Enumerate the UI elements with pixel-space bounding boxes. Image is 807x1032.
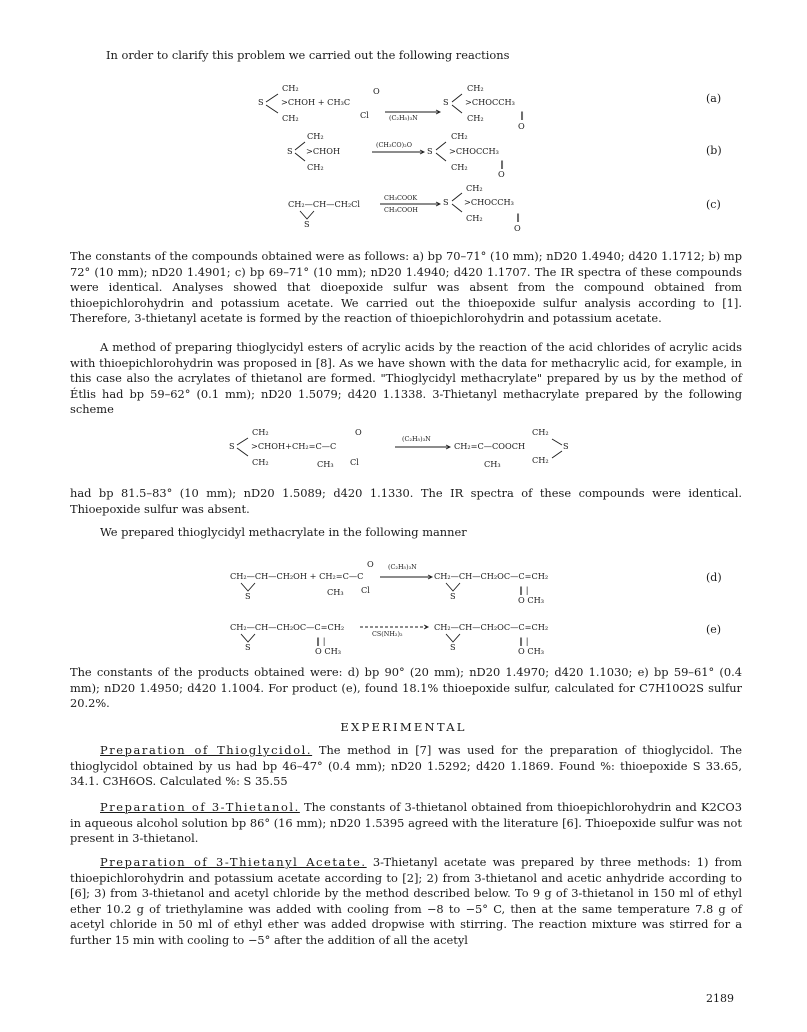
acrylates-paragraph: A method of preparing thioglycidyl esters of acrylic acids by the reaction of the acid chlorides of acrylic acids with thioepichlorohydrin was proposed in [8]. As we have shown with the data for methacrylic acid, for example, in this case also the acrylates of thietanol are formed. "Thioglycidyl methacrylate" prepared by us by the method of Étlis had bp 59–62° (0.1 mm); nD20 1.5079; d420 1.1338. 3-Thietanyl methacrylate prepared by the following scheme (70, 340, 742, 417)
prep-thioglycidol-title: Preparation of Thioglycidol. (100, 743, 313, 757)
reaction-e-product-bonds: ‖ | (519, 636, 529, 646)
prep-thietanyl-acetate-paragraph (70, 855, 742, 949)
reaction-e-reactant-substituents: O CH₃ (315, 646, 342, 656)
prep-thietanyl-acetate-text: 3-Thietanyl acetate was prepared by three methods: 1) from thioepichlorohydrin and potassium acetate according to [2]; 2) from 3-thietanol and acetic anhydride according to [6]; 3) from 3-thietanol and acetyl chloride by the method described below. To 9 g of 3-thietanol in 150 ml of ethyl ether 10.2 g of triethylamine was added with cooling from −8 to −5° C, then at the same temperature 7.8 g of acetyl chloride in 50 ml of ethyl ether was added dropwise with stirring. The reaction mixture was stirred for a further 15 min with cooling to −5° after the addition of all the acetyl (70, 855, 742, 947)
reaction-d-product-chain: CH₂—CH—CH₂OC—C=CH₂ (434, 571, 549, 581)
scheme2-product-ch2-top: CH₂ (532, 427, 549, 437)
reaction-b-reagent: (CH₃CO)₂O (376, 141, 412, 149)
reaction-a-acyl-o: O (373, 86, 380, 96)
reaction-d-product-substituents: O CH₃ (518, 595, 545, 605)
scheme2-reactant-s: S (229, 441, 235, 451)
constants-paragraph-abc: The constants of the compounds obtained were as follows: a) bp 70–71° (10 mm); nD20 1.4940; d420 1.1712; b) mp 72° (10 mm); nD20 1.4901; c) bp 69–71° (10 mm); nD20 1.4940; d420 1.1707. The IR spectra of these compounds were identical. Analyses showed that dioepoxide sulfur was absent from the compound obtained from thioepichlorohydrin and potassium acetate. We carried out the thioepoxide sulfur analysis according to [1]. Therefore, 3-thietanyl acetate is formed by the reaction of thioepichlorohydrin and potassium acetate. (70, 249, 742, 326)
reaction-a-product-ch2-bottom: CH₂ (467, 113, 484, 123)
reaction-c-product-double-bond: ‖ (516, 212, 521, 222)
reaction-d-reactant-s: S (245, 591, 251, 601)
reaction-b-product-chain: >CHOCCH₃ (449, 146, 499, 156)
prep-thioglycidol-paragraph (70, 743, 742, 790)
reaction-c-reactant-s: S (304, 219, 310, 229)
reaction-d-reactant-cl: Cl (361, 585, 370, 595)
reaction-c-reagent-top: CH₃COOK (384, 194, 418, 202)
reaction-c-reactant-chain: CH₂—CH—CH₂Cl (288, 199, 361, 209)
page-number: 2189 (706, 992, 734, 1005)
reaction-b (287, 131, 722, 179)
reaction-b-reactant-s: S (287, 146, 293, 156)
reaction-a-reactant-chain: >CHOH + CH₃C (281, 97, 351, 107)
reaction-c-product-ch2-bottom: CH₂ (466, 213, 483, 223)
thioglycidyl-intro-paragraph: We prepared thioglycidyl methacrylate in the following manner (100, 525, 467, 539)
reaction-a-acyl-cl: Cl (360, 110, 369, 120)
reaction-e-product-s: S (450, 642, 456, 652)
prep-thietanol-paragraph (70, 800, 742, 847)
scheme2-catalyst: (C₂H₅)₃N (402, 435, 431, 443)
reaction-d-reactant-o: O (367, 559, 374, 569)
scheme2-reactant-ch3: CH₃ (317, 459, 334, 469)
reaction-d-product-s: S (450, 591, 456, 601)
scheme2-product-ch2-bottom: CH₂ (532, 455, 549, 465)
reaction-c-product-ch2-top: CH₂ (466, 183, 483, 193)
reaction-e (230, 622, 721, 656)
prep-thietanol-title: Preparation of 3-Thietanol. (100, 800, 300, 814)
scheme2-product-ch3: CH₃ (484, 459, 501, 469)
reaction-a-reactant-ch2-bottom: CH₂ (282, 113, 299, 123)
reaction-b-reactant-ch2-top: CH₂ (307, 131, 324, 141)
reaction-b-product-s: S (427, 146, 433, 156)
reaction-c-label: (c) (706, 198, 721, 211)
reaction-b-product-ch2-top: CH₂ (451, 131, 468, 141)
reaction-d-catalyst: (C₂H₅)₃N (388, 563, 417, 571)
reaction-e-label: (e) (706, 623, 722, 636)
intro-text: In order to clarify this problem we carried out the following reactions (106, 48, 510, 62)
reaction-c-product-o: O (514, 223, 521, 233)
experimental-heading: EXPERIMENTAL (340, 720, 467, 734)
scheme2-reactant-o: O (355, 427, 362, 437)
scheme2-product-s: S (563, 441, 569, 451)
reaction-e-product-substituents: O CH₃ (518, 646, 545, 656)
prep-thietanyl-acetate-title: Preparation of 3-Thietanyl Acetate. (100, 855, 367, 869)
reaction-b-product-o: O (498, 169, 505, 179)
reaction-scheme-de (0, 555, 807, 665)
prep-thietanol-text: The constants of 3-thietanol obtained from thioepichlorohydrin and K2CO3 in aqueous alcohol solution bp 86° (16 mm); nD20 1.5395 agreed with the literature [6]. Thioepoxide sulfur was not present in 3-thietanol. (70, 800, 742, 846)
prep-thioglycidol-text: The method in [7] was used for the preparation of thioglycidol. The thioglycidol obtained by us had bp 46–47° (0.4 mm); nD20 1.5292; d420 1.1869. Found %: thioepoxide S 33.65, 34.1. C3H6OS. Calculated %: S 35.55 (70, 743, 742, 789)
reaction-b-product-ch2-bottom: CH₂ (451, 162, 468, 172)
reaction-a-product-ch2-top: CH₂ (467, 83, 484, 93)
reaction-b-product-double-bond: ‖ (500, 159, 505, 169)
scheme2-reactant-cl: Cl (350, 457, 359, 467)
reaction-d-label: (d) (706, 571, 722, 584)
reaction-a-reactant-s: S (258, 97, 264, 107)
reaction-c-product-chain: >CHOCCH₃ (464, 197, 514, 207)
reaction-a-product-s: S (443, 97, 449, 107)
reaction-a-reactant-ch2-top: CH₂ (282, 83, 299, 93)
reaction-a-product-double-bond: ‖ (520, 110, 525, 120)
reaction-d-product-bonds: ‖ | (519, 585, 529, 595)
reaction-a-product-o: O (518, 121, 525, 131)
reaction-a (258, 83, 721, 131)
scheme2-reactant-ch2-top: CH₂ (252, 427, 269, 437)
reaction-b-label: (b) (706, 144, 722, 157)
reaction-c-product-s: S (443, 197, 449, 207)
reaction-c-reagent-bottom: CH₃COOH (384, 206, 418, 214)
reaction-d-reactant-chain: CH₂—CH—CH₂OH + CH₂=C—C (230, 571, 364, 581)
reaction-c (288, 183, 721, 233)
reaction-a-product-chain: >CHOCCH₃ (465, 97, 515, 107)
scheme2-product-chain: CH₂=C—COOCH (454, 441, 526, 451)
reaction-scheme-methacrylate (0, 425, 807, 485)
reaction-e-reactant-bonds: ‖ | (316, 636, 326, 646)
reaction-a-catalyst: (C₂H₅)₃N (389, 114, 418, 122)
reaction-b-reactant-ch2-bottom: CH₂ (307, 162, 324, 172)
methacrylate-constants-paragraph: had bp 81.5–83° (10 mm); nD20 1.5089; d420 1.1330. The IR spectra of these compounds were identical. Thioepoxide sulfur was absent. (70, 486, 742, 516)
reaction-b-reactant-chain: >CHOH (306, 146, 341, 156)
reaction-e-reactant-s: S (245, 642, 251, 652)
products-constants-paragraph: The constants of the products obtained were: d) bp 90° (20 mm); nD20 1.4970; d420 1.1030; e) bp 59–61° (0.4 mm); nD20 1.4950; d420 1.1004. For product (e), found 18.1% thioepoxide sulfur, calculated for C7H10O2S sulfur 20.2%. (70, 665, 742, 711)
scheme2-reactant-ch2-bottom: CH₂ (252, 457, 269, 467)
reaction-scheme-abc (0, 78, 807, 248)
reaction-d (230, 559, 722, 605)
reaction-e-reagent: CS(NH₂)₂ (372, 630, 403, 638)
scheme2-reactant-chain: >CHOH+CH₂=C—C (251, 441, 337, 451)
reaction-e-reactant-chain: CH₂—CH—CH₂OC—C=CH₂ (230, 622, 345, 632)
reaction-d-reactant-ch3: CH₃ (327, 587, 344, 597)
reaction-a-label: (a) (706, 92, 722, 105)
reaction-e-product-chain: CH₂—CH—CH₂OC—C=CH₂ (434, 622, 549, 632)
